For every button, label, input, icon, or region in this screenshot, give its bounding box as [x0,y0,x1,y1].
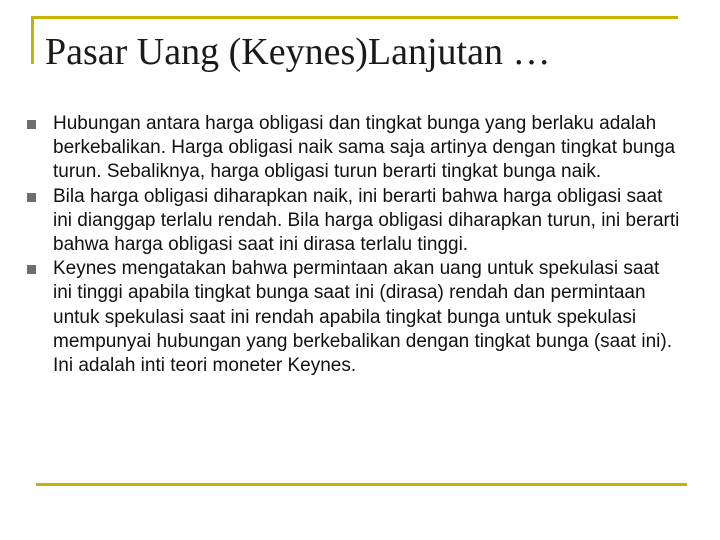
square-bullet-icon [27,265,36,274]
bullet-text: Bila harga obligasi diharapkan naik, ini berarti bahwa harga obligasi saat ini dianggap terlalu rendah. Bila harga obligasi diharapkan turun, ini berarti bahwa harga obligasi saat ini dirasa terlalu tinggi. [53,185,680,256]
slide-title: Pasar Uang (Keynes)Lanjutan … [45,31,551,73]
bullet-list [22,112,682,378]
bullet-item [22,257,682,378]
square-bullet-icon [27,120,36,129]
title-frame-left-line [31,16,34,64]
title-frame-top-line [31,16,678,19]
square-bullet-icon [27,193,36,202]
bullet-text: Hubungan antara harga obligasi dan tingkat bunga yang berlaku adalah berkebalikan. Harga obligasi naik sama saja artinya dengan tingkat bunga turun. Sebaliknya, harga obligasi turun berarti tingkat bunga naik. [53,113,676,183]
bullet-item [22,185,682,258]
bullet-text: Keynes mengatakan bahwa permintaan akan uang untuk spekulasi saat ini tinggi apabila tingkat bunga saat ini (dirasa) rendah dan permintaan untuk spekulasi saat ini rendah apabila tingkat bunga untuk spekulasi mempunyai hubungan yang berkebalikan dengan tingkat bunga (saat ini). Ini adalah inti teori moneter Keynes. [53,258,672,377]
bullet-item [22,112,682,185]
bottom-divider-line [36,483,687,486]
